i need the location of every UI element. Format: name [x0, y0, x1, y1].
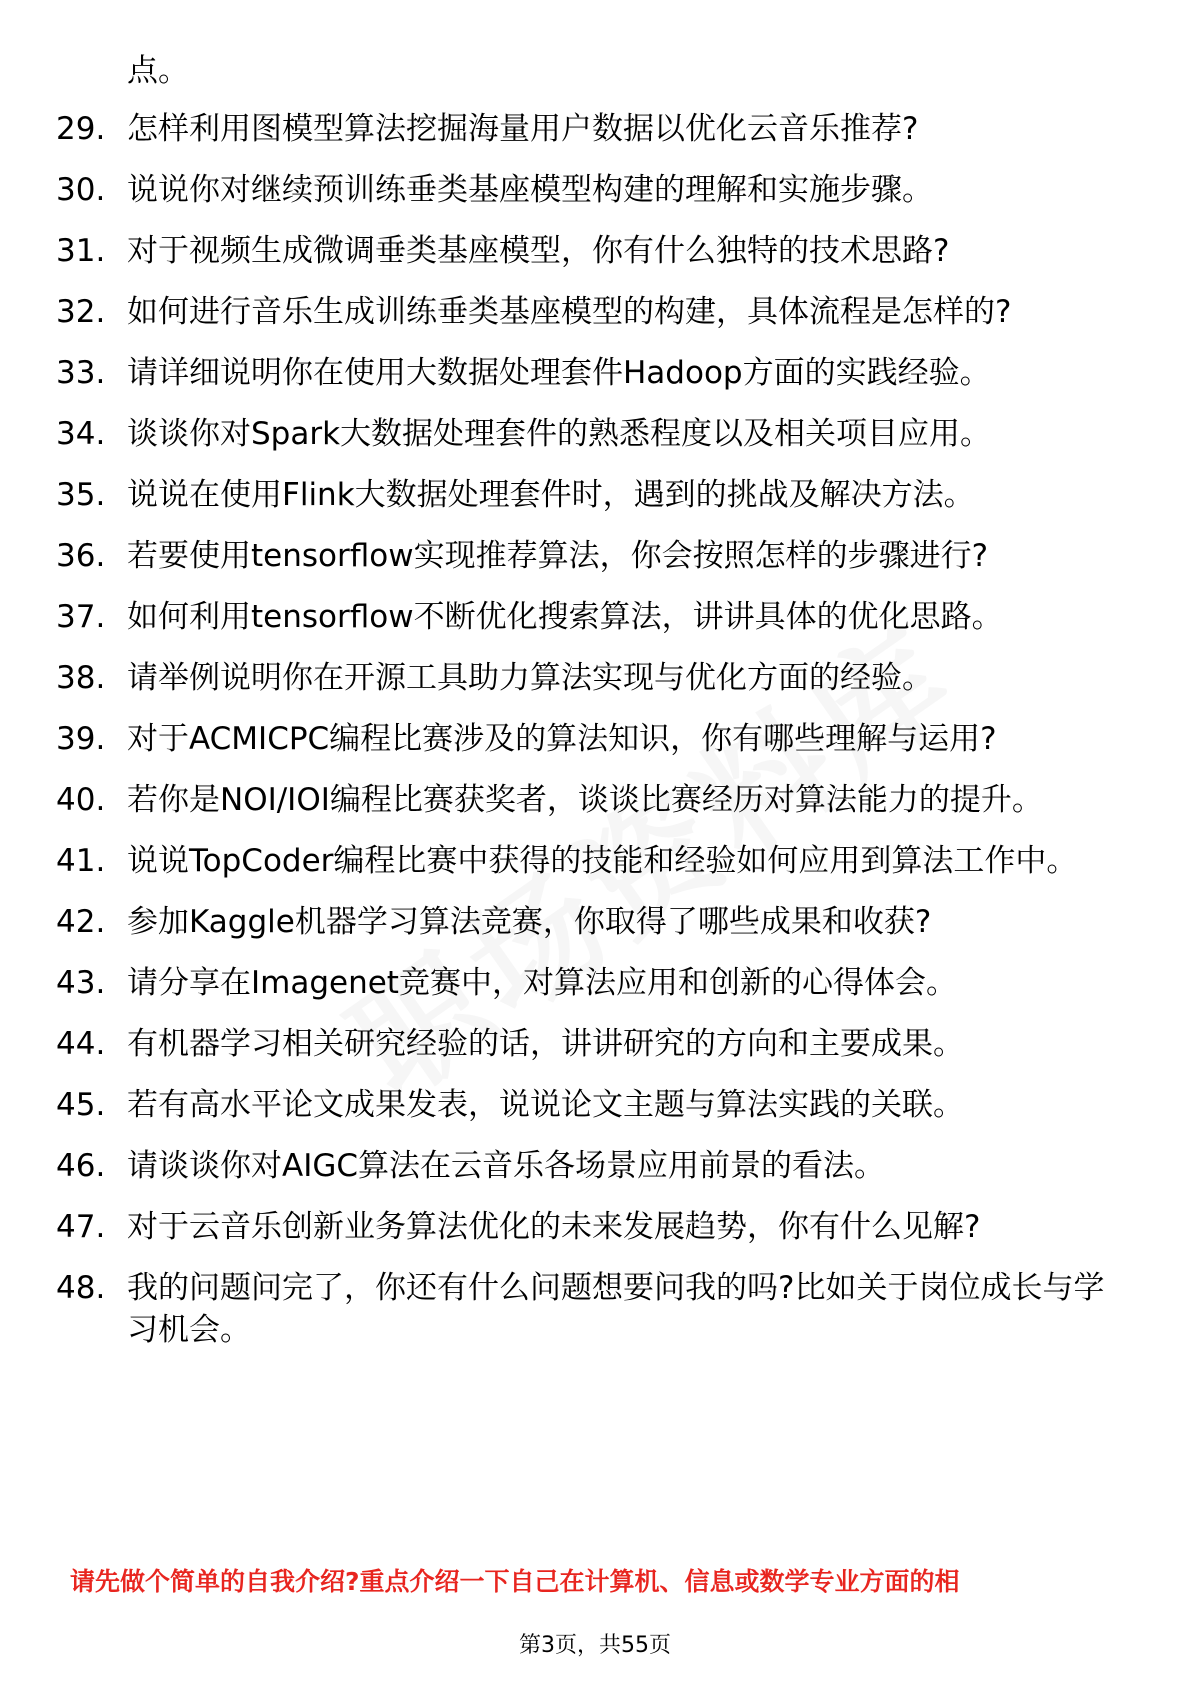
question-number: 37. [56, 599, 106, 635]
question-item [0, 840, 1190, 882]
question-item [0, 779, 1190, 821]
question-number: 45. [56, 1087, 106, 1123]
question-number: 39. [56, 721, 106, 757]
question-text: 请谈谈你对AIGC算法在云音乐各场景应用前景的看法。 [127, 1148, 886, 1184]
question-number: 29. [56, 111, 106, 147]
question-number: 32. [56, 294, 106, 330]
question-text: 说说你对继续预训练垂类基座模型构建的理解和实施步骤。 [127, 172, 933, 208]
page-number: 第3页，共55页 [519, 1633, 671, 1658]
question-item [0, 474, 1190, 516]
question-item [0, 718, 1190, 760]
highlighted-footer-question: 请先做个简单的自我介绍?重点介绍一下自己在计算机、信息或数学专业方面的相 [70, 1567, 960, 1596]
question-text: 说说在使用Flink大数据处理套件时，遇到的挑战及解决方法。 [127, 477, 975, 513]
question-number: 35. [56, 477, 106, 513]
question-number: 41. [56, 843, 106, 879]
question-text: 若你是NOI/IOI编程比赛获奖者，谈谈比赛经历对算法能力的提升。 [127, 782, 1043, 818]
question-text: 若有高水平论文成果发表，说说论文主题与算法实践的关联。 [127, 1087, 964, 1123]
question-item [0, 169, 1190, 211]
question-number: 48. [56, 1270, 106, 1306]
question-number: 43. [56, 965, 106, 1001]
question-text: 说说TopCoder编程比赛中获得的技能和经验如何应用到算法工作中。 [127, 843, 1078, 879]
question-number: 31. [56, 233, 106, 269]
question-text: 对于视频生成微调垂类基座模型，你有什么独特的技术思路? [127, 233, 950, 269]
question-item [0, 1206, 1190, 1248]
question-item [0, 230, 1190, 272]
question-list [0, 108, 1190, 1370]
question-text: 对于ACMICPC编程比赛涉及的算法知识，你有哪些理解与运用? [127, 721, 997, 757]
question-number: 44. [56, 1026, 106, 1062]
question-item [0, 352, 1190, 394]
question-text: 如何进行音乐生成训练垂类基座模型的构建，具体流程是怎样的? [127, 294, 1012, 330]
question-text: 请详细说明你在使用大数据处理套件Hadoop方面的实践经验。 [127, 355, 991, 391]
question-text: 若要使用tensorflow实现推荐算法，你会按照怎样的步骤进行? [127, 538, 989, 574]
question-number: 38. [56, 660, 106, 696]
question-text: 我的问题问完了，你还有什么问题想要问我的吗?比如关于岗位成长与学习机会。 [127, 1270, 1105, 1348]
question-text: 请分享在Imagenet竞赛中，对算法应用和创新的心得体会。 [127, 965, 957, 1001]
question-number: 36. [56, 538, 106, 574]
question-item [0, 1023, 1190, 1065]
question-number: 40. [56, 782, 106, 818]
question-text: 谈谈你对Spark大数据处理套件的熟悉程度以及相关项目应用。 [127, 416, 992, 452]
question-number: 42. [56, 904, 106, 940]
question-item [0, 413, 1190, 455]
question-item [0, 1084, 1190, 1126]
question-number: 30. [56, 172, 106, 208]
question-number: 33. [56, 355, 106, 391]
question-text: 请举例说明你在开源工具助力算法实现与优化方面的经验。 [127, 660, 933, 696]
question-number: 46. [56, 1148, 106, 1184]
question-item [0, 108, 1190, 150]
question-number: 34. [56, 416, 106, 452]
question-item [0, 535, 1190, 577]
question-item [0, 291, 1190, 333]
question-text: 怎样利用图模型算法挖掘海量用户数据以优化云音乐推荐? [127, 111, 919, 147]
question-item [0, 962, 1190, 1004]
continued-text: 点。 [127, 53, 189, 89]
question-number: 47. [56, 1209, 106, 1245]
question-text: 对于云音乐创新业务算法优化的未来发展趋势，你有什么见解? [127, 1209, 981, 1245]
question-item [0, 1145, 1190, 1187]
question-item [0, 901, 1190, 943]
question-text: 有机器学习相关研究经验的话，讲讲研究的方向和主要成果。 [127, 1026, 964, 1062]
question-item [0, 596, 1190, 638]
question-text: 如何利用tensorflow不断优化搜索算法，讲讲具体的优化思路。 [127, 599, 1003, 635]
question-item [0, 1267, 1190, 1351]
question-item [0, 657, 1190, 699]
question-text: 参加Kaggle机器学习算法竞赛，你取得了哪些成果和收获? [127, 904, 932, 940]
